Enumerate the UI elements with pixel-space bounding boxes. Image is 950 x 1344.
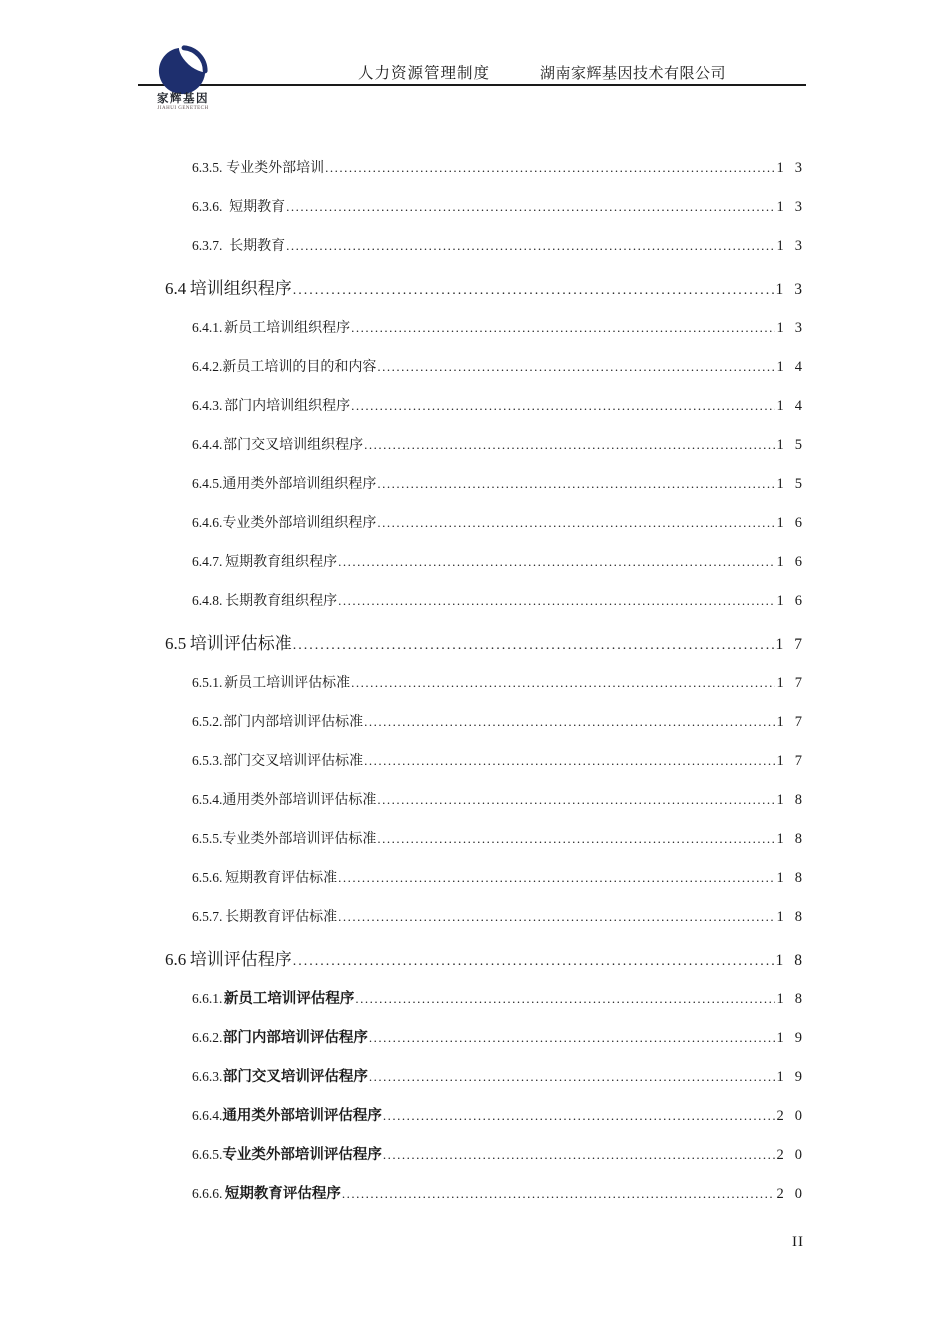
toc-dot-leader: [355, 979, 774, 1019]
toc-entry[interactable]: [165, 624, 813, 663]
toc-entry[interactable]: [165, 780, 813, 819]
company-logo-icon: [156, 42, 210, 96]
toc-dot-leader: [293, 624, 774, 665]
toc-entry[interactable]: [165, 819, 813, 858]
toc-entry-page: 18: [776, 991, 813, 1007]
toc-entry-title: 专业类外部培训评估程序: [222, 1147, 382, 1163]
toc-entry[interactable]: [165, 425, 813, 464]
toc-dot-leader: [364, 425, 774, 465]
toc-entry-page: 16: [776, 593, 813, 609]
toc-entry-number: 6.5: [165, 634, 187, 653]
toc-entry[interactable]: [165, 979, 813, 1018]
toc-entry-number: 6.5.3.: [192, 753, 223, 768]
toc-entry-title: 专业类外部培训组织程序: [222, 516, 377, 531]
toc-entry-page: 14: [776, 398, 813, 414]
toc-entry-title: 通用类外部培训评估标准: [222, 793, 377, 808]
toc-entry-number: 6.5.4.: [192, 792, 223, 807]
page-number: II: [792, 1234, 804, 1250]
toc-entry-number: 6.4.8.: [192, 593, 223, 608]
table-of-contents: [165, 148, 813, 1213]
toc-entry-page: 18: [775, 952, 813, 969]
toc-entry-number: 6.3.6.: [192, 199, 223, 214]
toc-entry-page: 16: [776, 554, 813, 570]
toc-dot-leader: [293, 940, 774, 981]
toc-entry-number: 6.5.2.: [192, 714, 223, 729]
toc-entry-number: 6.6.6.: [192, 1186, 223, 1201]
toc-entry-number: 6.6.5.: [192, 1147, 223, 1162]
toc-dot-leader: [351, 386, 774, 426]
toc-entry[interactable]: [165, 1057, 813, 1096]
toc-dot-leader: [293, 269, 774, 310]
toc-entry[interactable]: [165, 503, 813, 542]
toc-entry-title: 新员工培训组织程序: [224, 321, 351, 336]
toc-dot-leader: [338, 858, 774, 898]
toc-entry-number: 6.4.5.: [192, 476, 223, 491]
toc-entry-page: 16: [776, 515, 813, 531]
toc-entry-page: 18: [776, 870, 813, 886]
toc-entry[interactable]: [165, 464, 813, 503]
toc-dot-leader: [383, 1096, 775, 1136]
toc-entry[interactable]: [165, 702, 813, 741]
toc-entry-title: 部门交叉培训评估标准: [223, 754, 364, 769]
toc-entry-page: 18: [776, 831, 813, 847]
toc-entry-number: 6.6.2.: [192, 1030, 223, 1045]
toc-entry-page: 19: [776, 1069, 813, 1085]
toc-entry-title: 培训评估程序: [189, 950, 292, 969]
toc-entry-page: 20: [776, 1108, 813, 1124]
toc-entry-title: 培训评估标准: [189, 634, 292, 653]
toc-entry-page: 14: [776, 359, 813, 375]
toc-entry-title: 长期教育组织程序: [225, 594, 338, 609]
header-doc-title: 人力资源管理制度: [358, 65, 491, 82]
toc-dot-leader: [364, 702, 774, 742]
toc-entry-title: 长期教育: [229, 239, 286, 254]
toc-entry-page: 18: [776, 792, 813, 808]
toc-dot-leader: [369, 1018, 775, 1058]
toc-entry[interactable]: [165, 663, 813, 702]
toc-entry-number: 6.3.7.: [192, 238, 223, 253]
toc-entry-title: 新员工培训的目的和内容: [222, 360, 377, 375]
toc-entry-number: 6.4: [165, 279, 187, 298]
toc-entry-page: 13: [776, 199, 813, 215]
toc-entry-number: 6.4.6.: [192, 515, 223, 530]
toc-entry-number: 6.5.1.: [192, 675, 223, 690]
company-logo: [148, 42, 218, 111]
toc-entry-number: 6.6.1.: [192, 991, 223, 1006]
toc-entry[interactable]: [165, 1174, 813, 1213]
toc-entry[interactable]: [165, 542, 813, 581]
toc-entry-number: 6.6: [165, 950, 187, 969]
toc-entry[interactable]: [165, 940, 813, 979]
toc-entry-title: 部门交叉培训评估程序: [222, 1069, 368, 1085]
toc-entry-page: 17: [776, 675, 813, 691]
toc-entry-page: 17: [776, 714, 813, 730]
toc-entry-title: 新员工培训评估标准: [224, 676, 351, 691]
toc-entry[interactable]: [165, 1135, 813, 1174]
toc-entry-page: 13: [776, 320, 813, 336]
toc-entry-page: 17: [775, 636, 813, 653]
toc-dot-leader: [338, 542, 774, 582]
toc-entry[interactable]: [165, 187, 813, 226]
toc-entry[interactable]: [165, 1018, 813, 1057]
toc-entry[interactable]: [165, 581, 813, 620]
toc-entry-title: 部门内部培训评估程序: [222, 1030, 368, 1046]
toc-entry-title: 部门内部培训评估标准: [223, 715, 364, 730]
toc-entry-title: 部门内培训组织程序: [224, 399, 351, 414]
toc-entry-number: 6.6.4.: [192, 1108, 223, 1123]
toc-dot-leader: [338, 581, 774, 621]
toc-entry[interactable]: [165, 386, 813, 425]
toc-dot-leader: [342, 1174, 775, 1214]
toc-dot-leader: [286, 226, 774, 266]
toc-entry-page: 13: [775, 281, 813, 298]
toc-dot-leader: [369, 1057, 775, 1097]
toc-entry-title: 通用类外部培训评估程序: [222, 1108, 382, 1124]
toc-dot-leader: [351, 663, 774, 703]
toc-dot-leader: [383, 1135, 775, 1175]
toc-entry-number: 6.4.4.: [192, 437, 223, 452]
toc-entry-page: 15: [776, 476, 813, 492]
toc-entry-title: 短期教育评估标准: [225, 871, 338, 886]
company-logo-subname: JIAHUI GENETECH: [157, 106, 209, 111]
company-logo-name: 家辉基因: [157, 93, 209, 105]
toc-entry-title: 短期教育: [229, 200, 286, 215]
toc-dot-leader: [377, 347, 774, 387]
toc-dot-leader: [377, 503, 774, 543]
toc-entry-number: 6.4.2.: [192, 359, 223, 374]
toc-dot-leader: [338, 897, 774, 937]
toc-entry-title: 长期教育评估标准: [225, 910, 338, 925]
toc-entry[interactable]: [165, 1096, 813, 1135]
toc-entry-title: 专业类外部培训评估标准: [222, 832, 377, 847]
toc-entry-page: 17: [776, 753, 813, 769]
toc-entry-number: 6.5.7.: [192, 909, 223, 924]
toc-entry-title: 短期教育组织程序: [225, 555, 338, 570]
toc-entry-number: 6.5.5.: [192, 831, 223, 846]
toc-entry-page: 20: [776, 1186, 813, 1202]
toc-entry[interactable]: [165, 897, 813, 936]
toc-entry-page: 15: [776, 437, 813, 453]
toc-entry[interactable]: [165, 308, 813, 347]
toc-dot-leader: [351, 308, 774, 348]
toc-entry[interactable]: [165, 741, 813, 780]
toc-entry[interactable]: [165, 858, 813, 897]
toc-entry-title: 专业类外部培训: [226, 161, 325, 176]
toc-entry-page: 19: [776, 1030, 813, 1046]
toc-entry-title: 新员工培训评估程序: [223, 991, 355, 1007]
toc-entry-page: 18: [776, 909, 813, 925]
toc-entry-title: 部门交叉培训组织程序: [223, 438, 364, 453]
toc-dot-leader: [377, 464, 774, 504]
toc-entry-number: 6.3.5.: [192, 160, 223, 175]
toc-dot-leader: [377, 780, 774, 820]
toc-dot-leader: [286, 187, 774, 227]
toc-dot-leader: [377, 819, 774, 859]
toc-entry-title: 培训组织程序: [189, 279, 292, 298]
toc-entry-number: 6.6.3.: [192, 1069, 223, 1084]
toc-entry[interactable]: [165, 347, 813, 386]
toc-entry-page: 20: [776, 1147, 813, 1163]
header-divider: [138, 84, 806, 86]
toc-entry[interactable]: [165, 148, 813, 187]
toc-dot-leader: [325, 148, 774, 188]
toc-entry-title: 短期教育评估程序: [224, 1186, 341, 1202]
toc-entry-number: 6.4.7.: [192, 554, 223, 569]
header-company-name: 湖南家辉基因技术有限公司: [540, 66, 727, 82]
toc-entry[interactable]: [165, 226, 813, 265]
toc-entry[interactable]: [165, 269, 813, 308]
toc-entry-number: 6.4.3.: [192, 398, 223, 413]
toc-entry-title: 通用类外部培训组织程序: [222, 477, 377, 492]
toc-entry-page: 13: [776, 238, 813, 254]
toc-entry-number: 6.5.6.: [192, 870, 223, 885]
toc-entry-page: 13: [776, 160, 813, 176]
toc-dot-leader: [364, 741, 774, 781]
toc-entry-number: 6.4.1.: [192, 320, 223, 335]
